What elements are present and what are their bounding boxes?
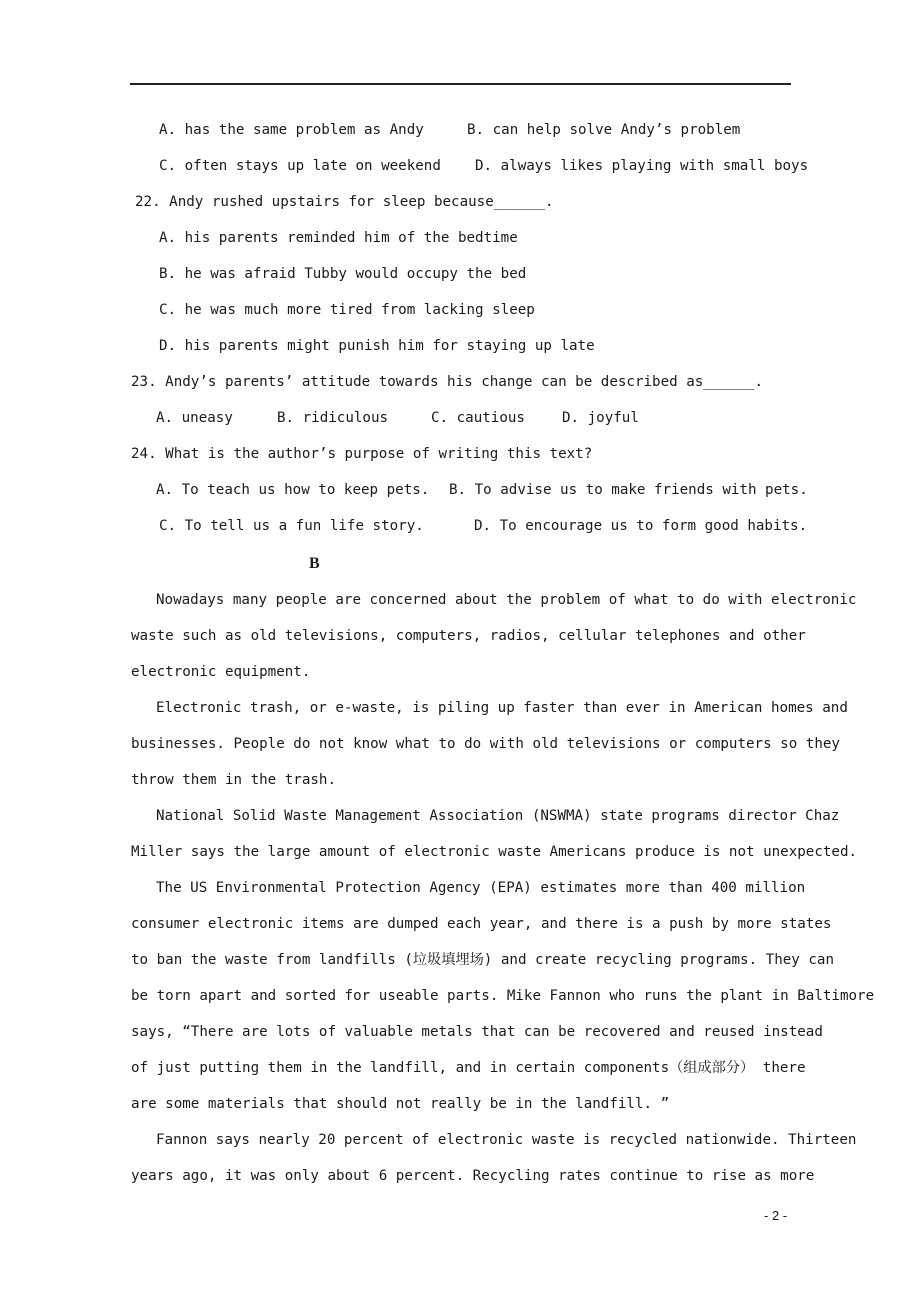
q22-option-b: B. he was afraid Tubby would occupy the bed: [159, 266, 527, 282]
passage-line: of just putting them in the landfill, and in certain components（组成部分） there: [131, 1060, 806, 1076]
q24-option-d: D. To encourage us to form good habits.: [474, 518, 808, 534]
page-number: - 2 -: [764, 1208, 788, 1223]
q21-option-c: C. often stays up late on weekend: [159, 158, 441, 174]
passage-line: consumer electronic items are dumped each year, and there is a push by more states: [131, 916, 832, 932]
passage-line: to ban the waste from landfills (垃圾填埋场) and create recycling programs. They can: [131, 952, 835, 968]
passage-line: be torn apart and sorted for useable parts. Mike Fannon who runs the plant in Baltimore: [131, 988, 875, 1004]
q23-option-c: C. cautious: [431, 410, 525, 426]
q21-option-b: B. can help solve Andy’s problem: [467, 122, 741, 138]
passage-line: Fannon says nearly 20 percent of electronic waste is recycled nationwide. Thirteen: [156, 1132, 857, 1148]
q22-stem: 22. Andy rushed upstairs for sleep because______.: [135, 194, 554, 210]
q23-option-a: A. uneasy: [156, 410, 233, 426]
q24-stem: 24. What is the author’s purpose of writing this text?: [131, 446, 593, 462]
section-b-heading: B: [309, 555, 320, 572]
q23-option-b: B. ridiculous: [277, 410, 389, 426]
passage-line: waste such as old televisions, computers, radios, cellular telephones and other: [131, 628, 806, 644]
q22-option-a: A. his parents reminded him of the bedtime: [159, 230, 518, 246]
q24-option-c: C. To tell us a fun life story.: [159, 518, 424, 534]
q23-stem: 23. Andy’s parents’ attitude towards his change can be described as______.: [131, 374, 764, 390]
passage-line: says, “There are lots of valuable metals that can be recovered and reused instead: [131, 1024, 823, 1040]
passage-line: years ago, it was only about 6 percent. Recycling rates continue to rise as more: [131, 1168, 815, 1184]
passage-line: Nowadays many people are concerned about the problem of what to do with electronic: [156, 592, 857, 608]
passage-line: Electronic trash, or e-waste, is piling up faster than ever in American homes and: [156, 700, 848, 716]
passage-line: Miller says the large amount of electronic waste Americans produce is not unexpected.: [131, 844, 858, 860]
passage-line: are some materials that should not really be in the landfill. ”: [131, 1096, 670, 1112]
passage-line: businesses. People do not know what to do with old televisions or computers so they: [131, 736, 840, 752]
passage-line: National Solid Waste Management Association (NSWMA) state programs director Chaz: [156, 808, 840, 824]
q23-option-d: D. joyful: [562, 410, 639, 426]
passage-line: The US Environmental Protection Agency (EPA) estimates more than 400 million: [156, 880, 806, 896]
q21-option-d: D. always likes playing with small boys: [475, 158, 809, 174]
header-rule: [130, 83, 791, 85]
q24-option-a: A. To teach us how to keep pets.: [156, 482, 430, 498]
passage-line: electronic equipment.: [131, 664, 311, 680]
passage-line: throw them in the trash.: [131, 772, 336, 788]
q22-option-d: D. his parents might punish him for staying up late: [159, 338, 595, 354]
q21-option-a: A. has the same problem as Andy: [159, 122, 424, 138]
q24-option-b: B. To advise us to make friends with pets.: [449, 482, 808, 498]
q22-option-c: C. he was much more tired from lacking sleep: [159, 302, 535, 318]
